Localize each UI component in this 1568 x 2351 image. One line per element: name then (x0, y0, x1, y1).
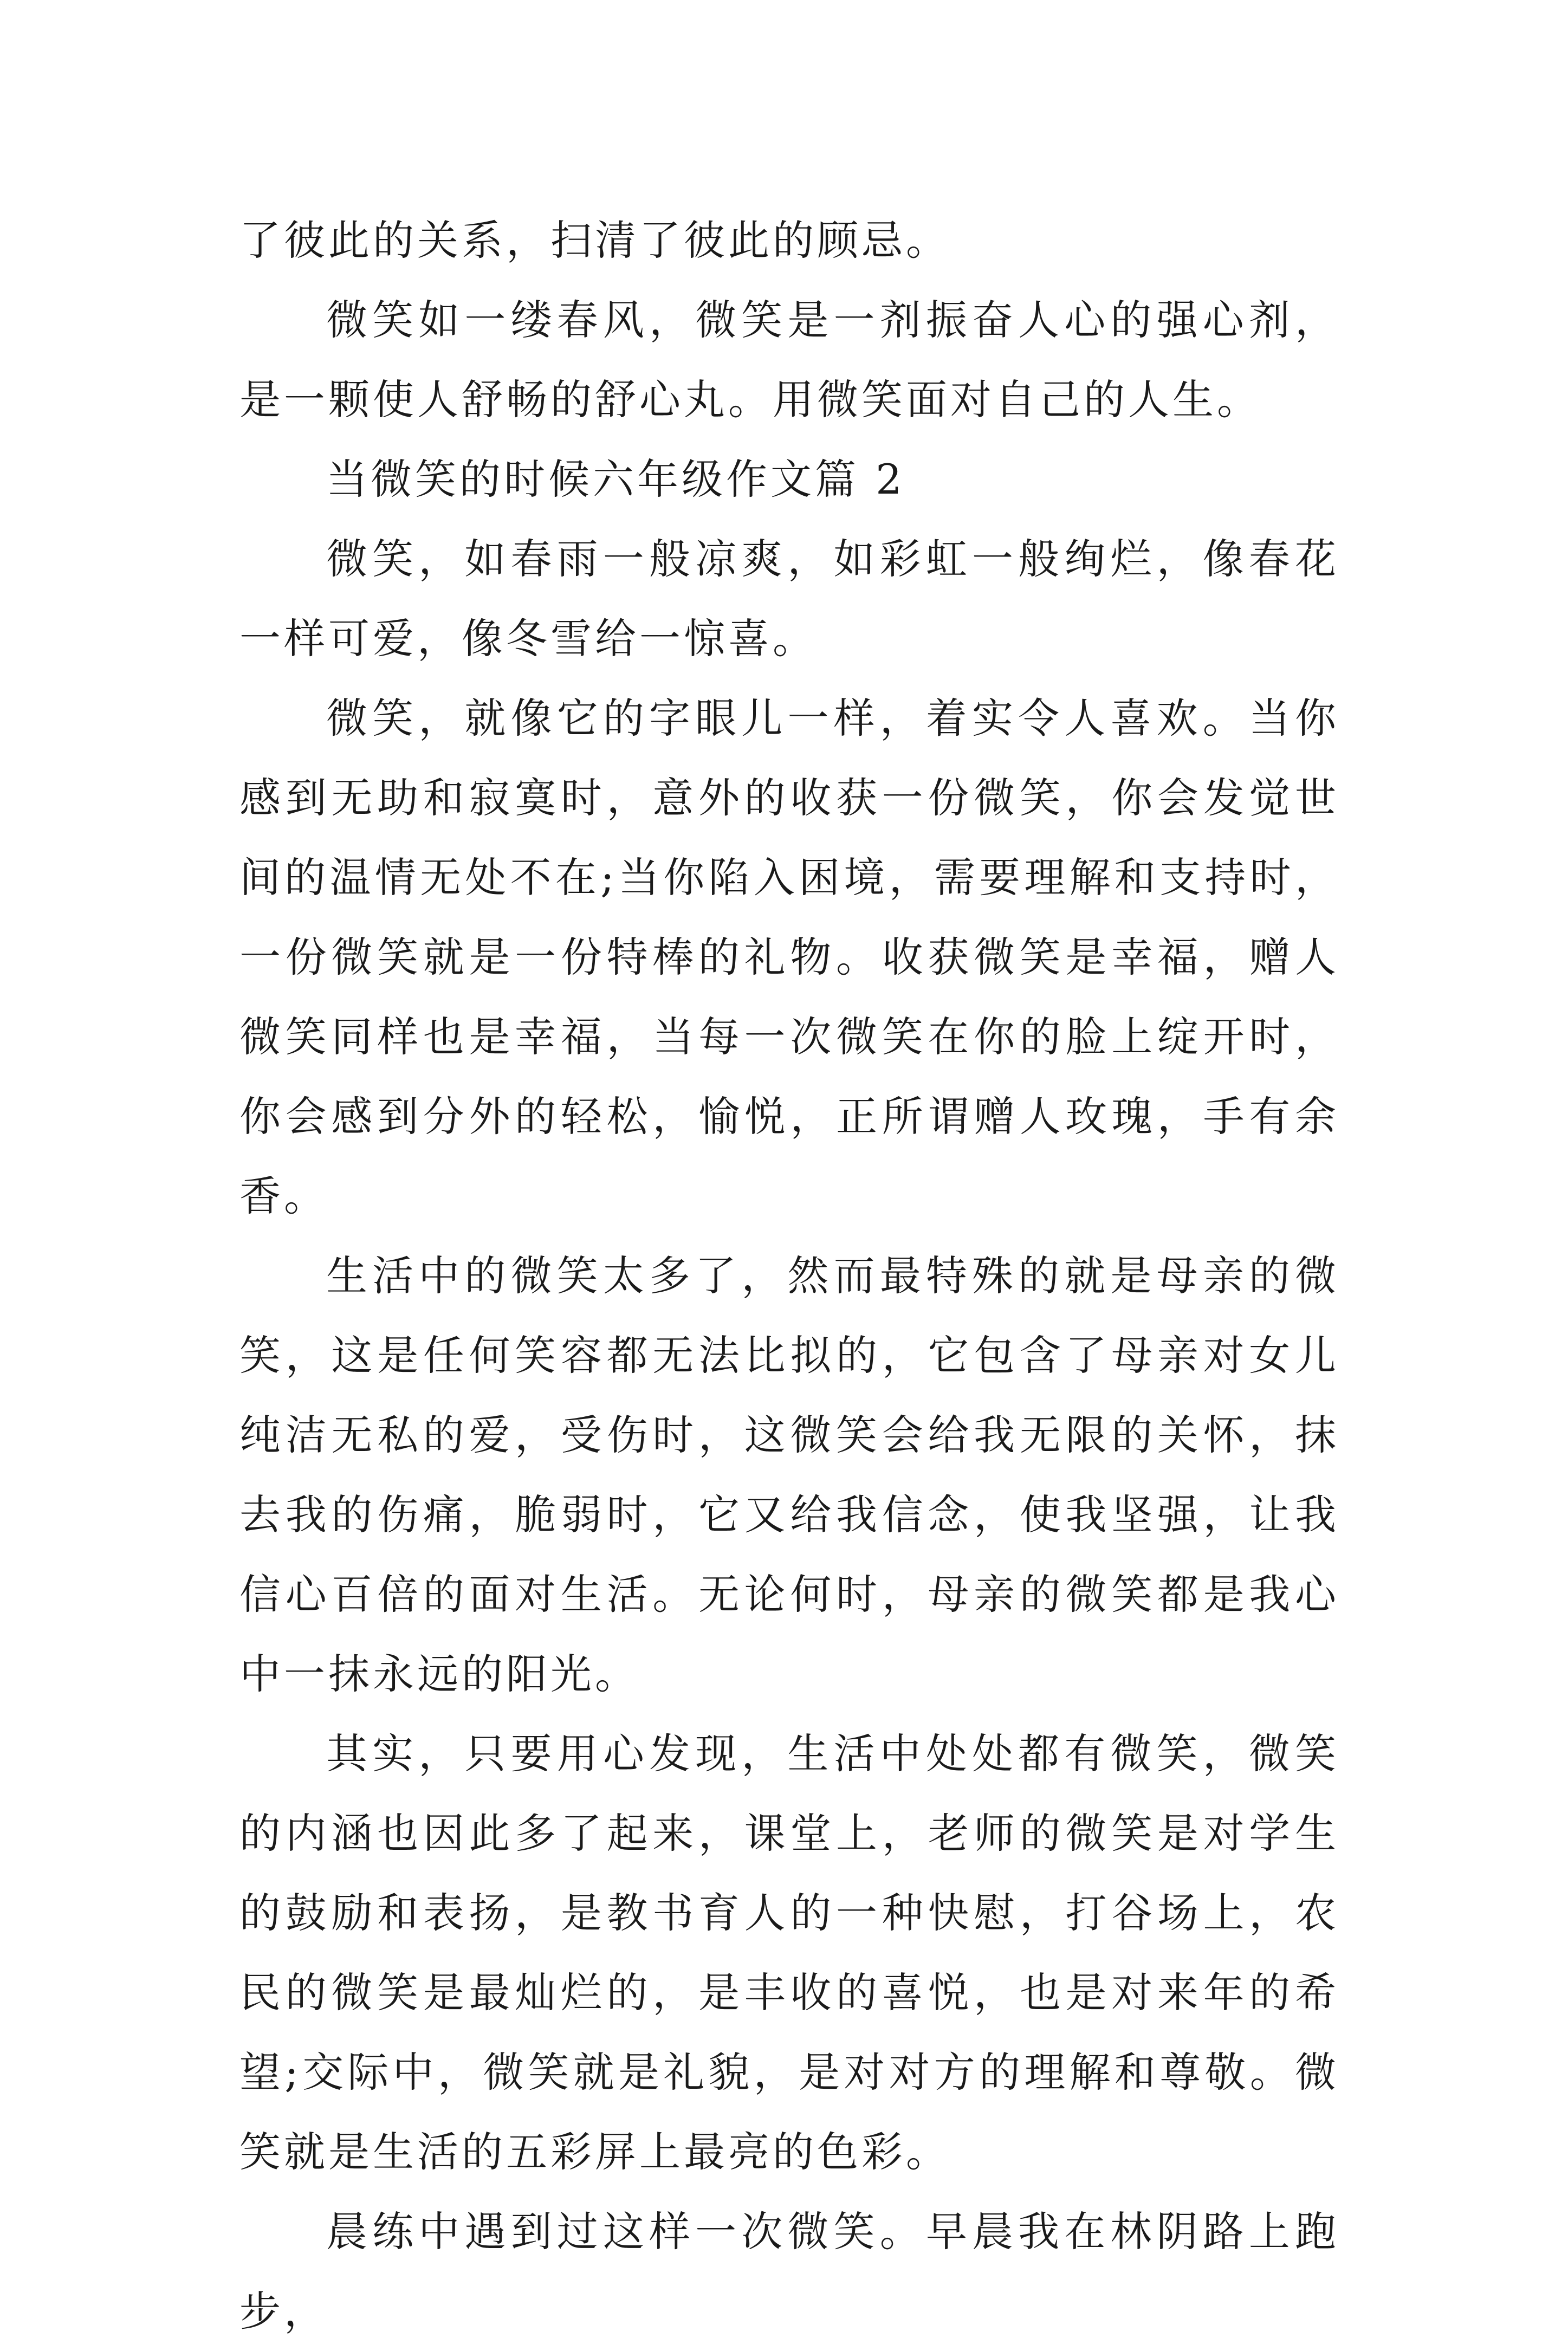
section-heading: 当微笑的时候六年级作文篇 2 (326, 455, 905, 503)
paragraph-6: 其实，只要用心发现，生活中处处都有微笑，微笑的内涵也因此多了起来，课堂上，老师的微笑是对学生的鼓励和表扬，是教书育人的一种快慰，打谷场上，农民的微笑是最灿烂的，是丰收的喜悦，也是对来年的希望;交际中，微笑就是礼貌，是对对方的理解和尊敬。微笑就是生活的五彩屏上最亮的色彩。 (239, 1730, 1339, 2176)
document-body (239, 200, 1339, 2351)
paragraph-1: 了彼此的关系，扫清了彼此的顾忌。 (239, 216, 950, 264)
paragraph-4: 微笑，就像它的字眼儿一样，着实令人喜欢。当你感到无助和寂寞时，意外的收获一份微笑，你会发觉世间的温情无处不在;当你陷入困境，需要理解和支持时，一份微笑就是一份特棒的礼物。收获微笑是幸福，赠人微笑同样也是幸福，当每一次微笑在你的脸上绽开时，你会感到分外的轻松，愉悦，正所谓赠人玫瑰，手有余香。 (239, 694, 1339, 1220)
paragraph-3: 微笑，如春雨一般凉爽，如彩虹一般绚烂，像春花一样可爱，像冬雪给一惊喜。 (239, 535, 1339, 663)
paragraph-2: 微笑如一缕春风，微笑是一剂振奋人心的强心剂，是一颗使人舒畅的舒心丸。用微笑面对自己的人生。 (239, 296, 1339, 424)
paragraph-5: 生活中的微笑太多了，然而最特殊的就是母亲的微笑，这是任何笑容都无法比拟的，它包含了母亲对女儿纯洁无私的爱，受伤时，这微笑会给我无限的关怀，抹去我的伤痛，脆弱时，它又给我信念，使我坚强，让我信心百倍的面对生活。无论何时，母亲的微笑都是我心中一抹永远的阳光。 (239, 1252, 1339, 1698)
paragraph-7: 晨练中遇到过这样一次微笑。早晨我在林阴路上跑步， (239, 2207, 1339, 2335)
